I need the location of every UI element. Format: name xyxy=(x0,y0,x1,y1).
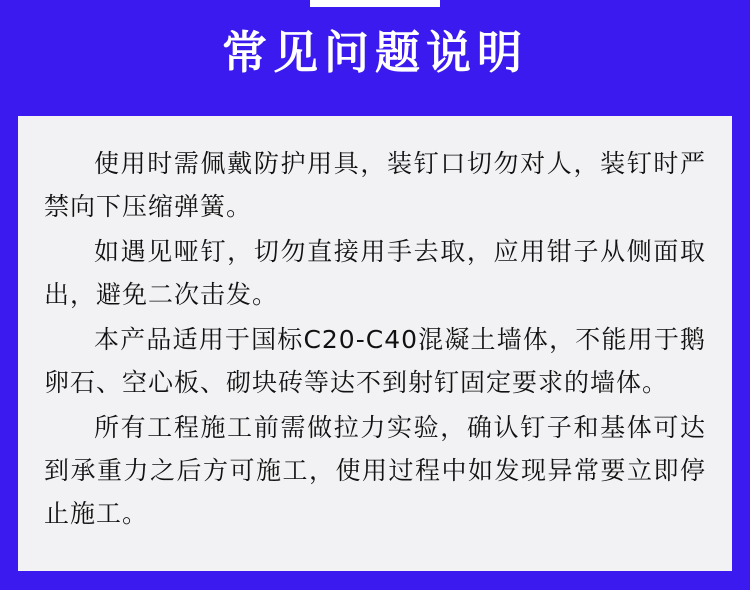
content-card xyxy=(18,116,732,571)
paragraph-1: 使用时需佩戴防护用具，装钉口切勿对人，装钉时严禁向下压缩弹簧。 xyxy=(44,149,706,221)
top-accent-bar xyxy=(310,0,440,7)
page-title: 常见问题说明 xyxy=(221,26,528,79)
paragraph-2: 如遇见哑钉，切勿直接用手去取，应用钳子从侧面取出，避免二次击发。 xyxy=(44,237,706,309)
paragraph-4: 所有工程施工前需做拉力实验，确认钉子和基体可达到承重力之后方可施工，使用过程中如发现异常要立即停止施工。 xyxy=(44,413,706,528)
paragraph-3: 本产品适用于国标C20-C40混凝土墙体，不能用于鹅卵石、空心板、砌块砖等达不到射钉固定要求的墙体。 xyxy=(44,325,706,397)
